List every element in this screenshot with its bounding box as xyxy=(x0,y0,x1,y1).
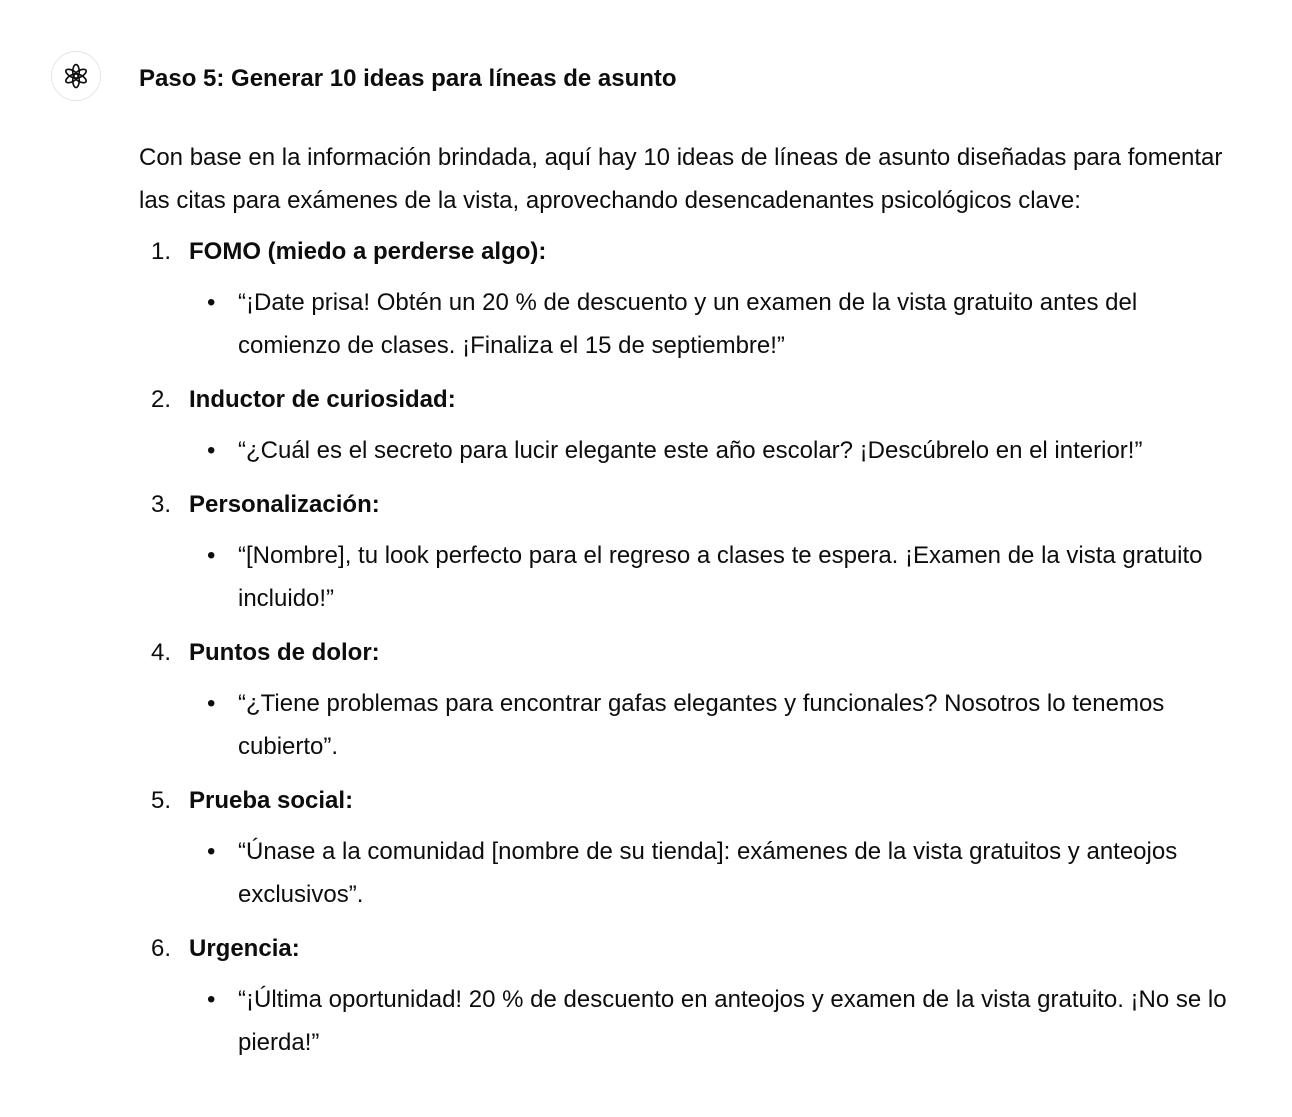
message-intro: Con base en la información brindada, aquí hay 10 ideas de líneas de asunto diseñadas para fomentar las citas para exámenes de la vista, aprovechando desencadenantes psicológicos clave: xyxy=(139,144,1223,214)
idea-item xyxy=(139,383,1259,472)
idea-title: Inductor de curiosidad: xyxy=(189,386,456,413)
bullet-icon: • xyxy=(207,542,216,569)
ideas-list xyxy=(139,235,1259,1064)
bullet-icon: • xyxy=(207,838,216,865)
idea-example xyxy=(139,534,1259,620)
idea-example xyxy=(139,682,1259,768)
idea-title: Personalización: xyxy=(189,491,380,518)
idea-item xyxy=(139,235,1259,367)
idea-item xyxy=(139,784,1259,916)
bullet-icon: • xyxy=(207,437,216,464)
idea-number: 1. xyxy=(151,238,172,265)
idea-title: Prueba social: xyxy=(189,787,354,814)
idea-number: 5. xyxy=(151,787,172,814)
idea-example xyxy=(139,830,1259,916)
idea-example xyxy=(139,429,1259,472)
idea-example-text: “[Nombre], tu look perfecto para el regreso a clases te espera. ¡Examen de la vista gratuito incluido!” xyxy=(238,542,1203,612)
idea-example xyxy=(139,978,1259,1064)
idea-example-text: “¡Última oportunidad! 20 % de descuento en anteojos y examen de la vista gratuito. ¡No se lo pierda!” xyxy=(238,986,1227,1056)
bullet-icon: • xyxy=(207,690,216,717)
idea-number: 3. xyxy=(151,491,172,518)
idea-example-text: “¡Date prisa! Obtén un 20 % de descuento y un examen de la vista gratuito antes del comienzo de clases. ¡Finaliza el 15 de septiembre!” xyxy=(238,289,1138,359)
idea-item xyxy=(139,636,1259,768)
bullet-icon: • xyxy=(207,986,216,1013)
assistant-avatar xyxy=(51,51,101,101)
idea-example-text: “¿Tiene problemas para encontrar gafas elegantes y funcionales? Nosotros lo tenemos cubierto”. xyxy=(238,690,1165,760)
idea-title: Puntos de dolor: xyxy=(189,639,380,666)
idea-number: 2. xyxy=(151,386,172,413)
idea-example-text: “Únase a la comunidad [nombre de su tienda]: exámenes de la vista gratuitos y anteojos exclusivos”. xyxy=(238,838,1178,908)
bullet-icon: • xyxy=(207,289,216,316)
idea-item xyxy=(139,932,1259,1064)
idea-title: Urgencia: xyxy=(189,935,300,962)
idea-example xyxy=(139,281,1259,367)
idea-number: 6. xyxy=(151,935,172,962)
idea-example-text: “¿Cuál es el secreto para lucir elegante este año escolar? ¡Descúbrelo en el interior!” xyxy=(238,437,1143,464)
idea-number: 4. xyxy=(151,639,172,666)
idea-item xyxy=(139,488,1259,620)
assistant-message xyxy=(139,62,1259,1064)
idea-title: FOMO (miedo a perderse algo): xyxy=(189,238,547,265)
openai-logo-icon xyxy=(61,61,91,91)
message-heading: Paso 5: Generar 10 ideas para líneas de asunto xyxy=(139,65,677,92)
